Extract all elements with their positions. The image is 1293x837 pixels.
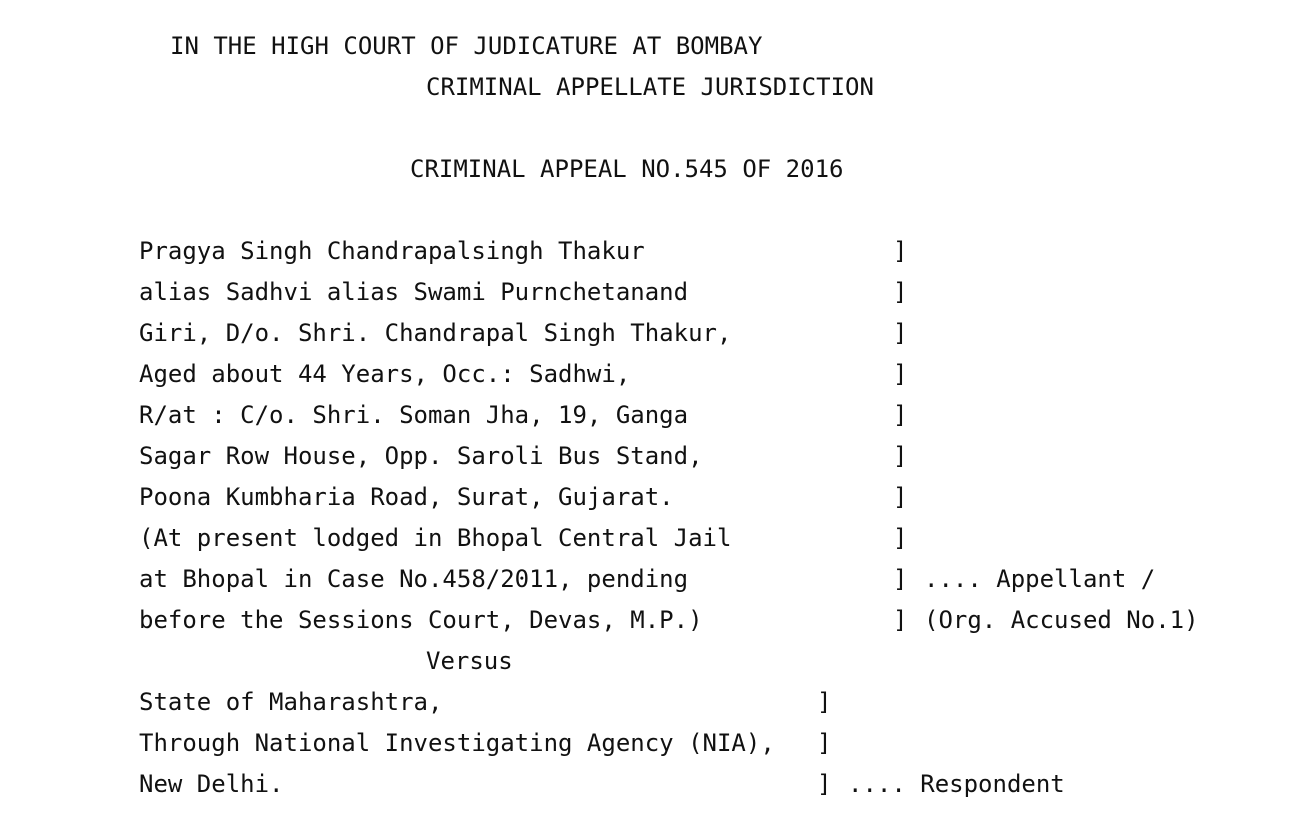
respondent-bracket-2: ]: [817, 729, 832, 757]
appellant-bracket-10: ]: [893, 606, 908, 634]
appellant-line-5: R/at : C/o. Shri. Soman Jha, 19, Ganga: [139, 401, 689, 429]
appellant-line-10: before the Sessions Court, Devas, M.P.): [139, 606, 703, 634]
appellant-bracket-4: ]: [893, 360, 908, 388]
jurisdiction-title: CRIMINAL APPELLATE JURISDICTION: [426, 73, 874, 101]
appellant-line-4: Aged about 44 Years, Occ.: Sadhwi,: [139, 360, 631, 388]
appellant-bracket-6: ]: [893, 442, 908, 470]
respondent-line-1: State of Maharashtra,: [139, 688, 443, 716]
respondent-line-3: New Delhi.: [139, 770, 284, 798]
respondent-bracket-1: ]: [817, 688, 832, 716]
appellant-bracket-8: ]: [893, 524, 908, 552]
respondent-bracket-3: ]: [817, 770, 832, 798]
appellant-line-7: Poona Kumbharia Road, Surat, Gujarat.: [139, 483, 674, 511]
appellant-line-2: alias Sadhvi alias Swami Purnchetanand: [139, 278, 689, 306]
appellant-role: .... Appellant /: [924, 565, 1156, 593]
appellant-line-3: Giri, D/o. Shri. Chandrapal Singh Thakur,: [139, 319, 732, 347]
respondent-line-2: Through National Investigating Agency (NIA),: [139, 729, 775, 757]
case-number: CRIMINAL APPEAL NO.545 OF 2016: [410, 155, 844, 183]
appellant-role-note: (Org. Accused No.1): [924, 606, 1199, 634]
appellant-bracket-9: ]: [893, 565, 908, 593]
appellant-bracket-1: ]: [893, 237, 908, 265]
appellant-line-9: at Bhopal in Case No.458/2011, pending: [139, 565, 689, 593]
appellant-bracket-5: ]: [893, 401, 908, 429]
appellant-line-6: Sagar Row House, Opp. Saroli Bus Stand,: [139, 442, 703, 470]
court-name: IN THE HIGH COURT OF JUDICATURE AT BOMBAY: [170, 32, 763, 60]
versus-label: Versus: [426, 647, 513, 675]
appellant-line-1: Pragya Singh Chandrapalsingh Thakur: [139, 237, 645, 265]
appellant-bracket-2: ]: [893, 278, 908, 306]
respondent-role: .... Respondent: [848, 770, 1065, 798]
appellant-bracket-3: ]: [893, 319, 908, 347]
appellant-bracket-7: ]: [893, 483, 908, 511]
appellant-line-8: (At present lodged in Bhopal Central Jail: [139, 524, 732, 552]
